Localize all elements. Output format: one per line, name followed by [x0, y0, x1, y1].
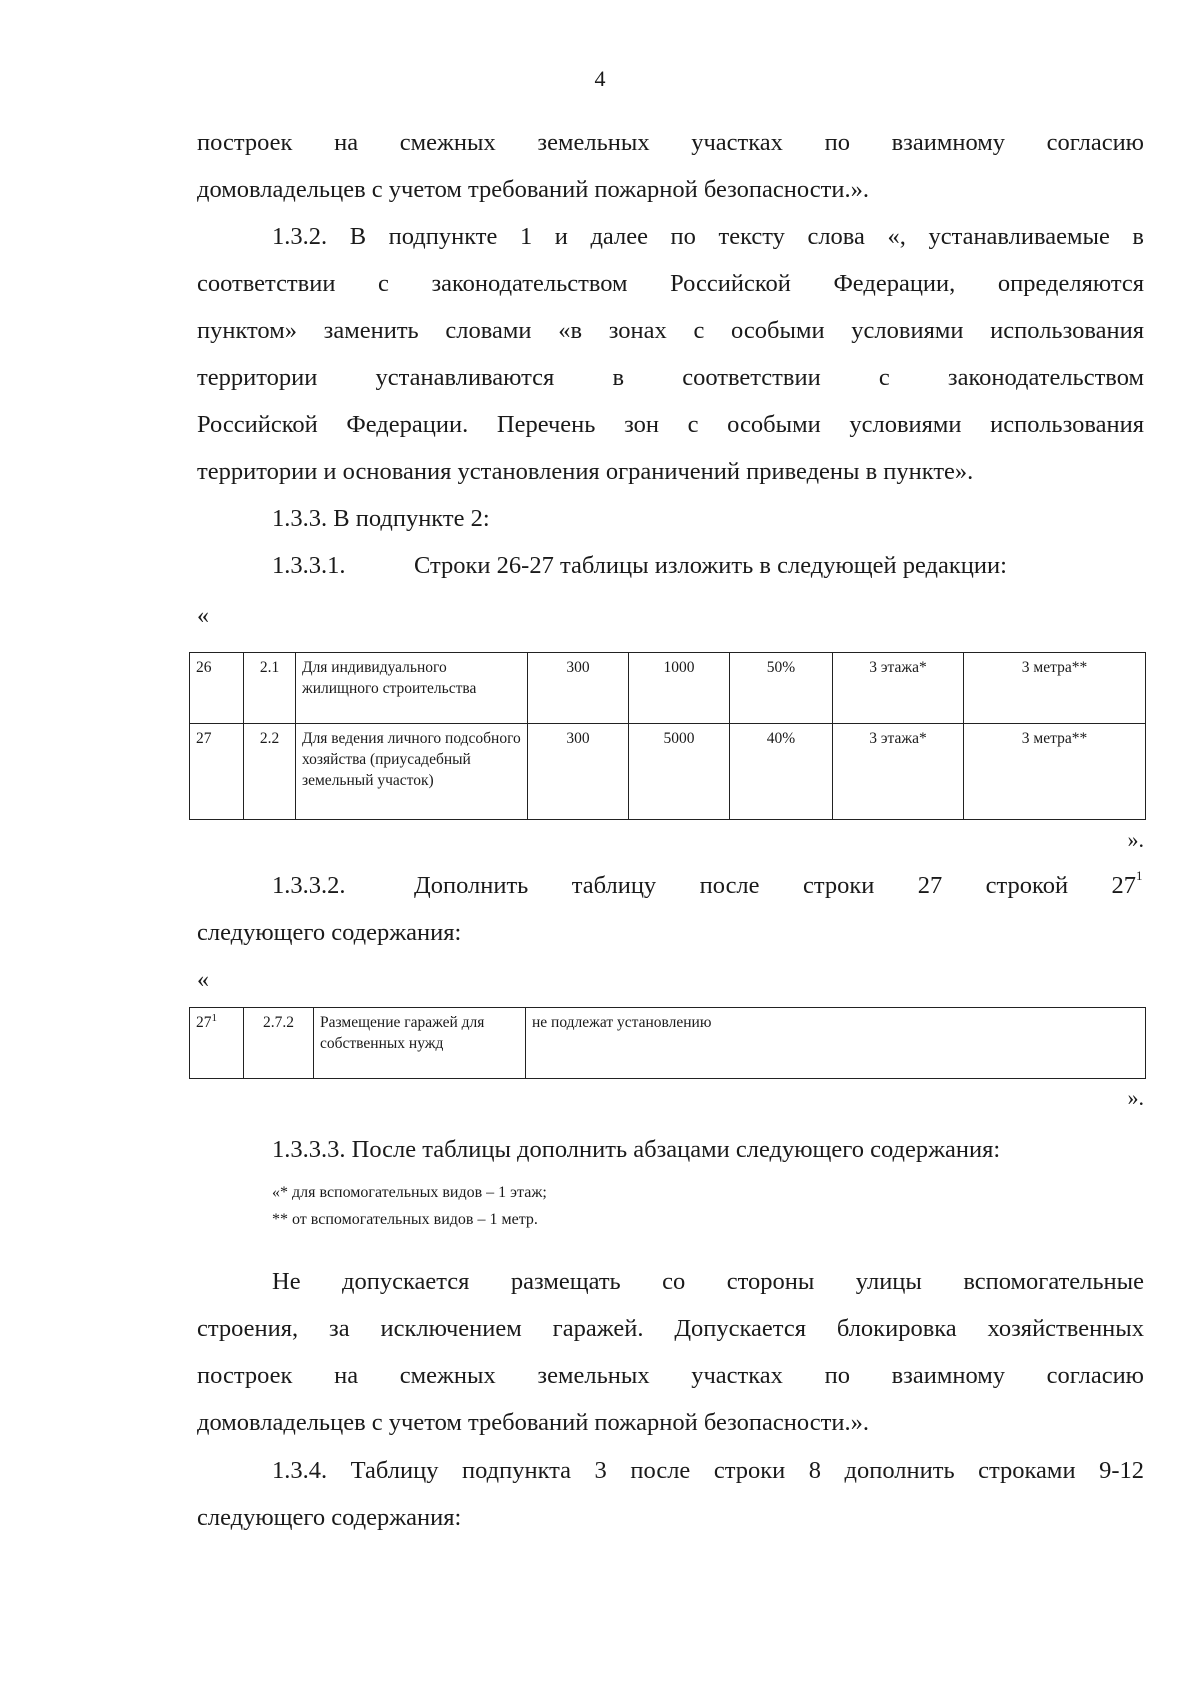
- paragraph-line: 1.3.2. В подпункте 1 и далее по тексту слова «, устанавливаемые в: [272, 223, 1144, 250]
- table-row: [190, 653, 1146, 724]
- close-quote: ».: [1127, 1085, 1144, 1110]
- open-quote: «: [197, 603, 209, 629]
- cell-code: 2.2: [244, 724, 296, 820]
- paragraph-line: домовладельцев с учетом требований пожарной безопасности.».: [197, 1409, 869, 1436]
- paragraph-line: 1.3.4. Таблицу подпункта 3 после строки 8 дополнить строками 9-12: [272, 1457, 1144, 1484]
- paragraph-line: построек на смежных земельных участках по взаимному согласию: [197, 129, 1144, 156]
- paragraph-line: следующего содержания:: [197, 1504, 462, 1531]
- cell-name: Для индивидуального жилищного строительства: [296, 653, 528, 724]
- paragraph-line: построек на смежных земельных участках по взаимному согласию: [197, 1362, 1144, 1389]
- paragraph-line: домовладельцев с учетом требований пожарной безопасности.».: [197, 176, 869, 203]
- cell-percent: 40%: [730, 724, 833, 820]
- paragraph-line: Не допускается размещать со стороны улицы вспомогательные: [272, 1268, 1144, 1295]
- item-heading: 1.3.3. В подпункте 2:: [272, 505, 490, 532]
- cell-code: 2.7.2: [244, 1008, 314, 1079]
- paragraph-line: соответствии с законодательством Российской Федерации, определяются: [197, 270, 1144, 297]
- paragraph-line: территории и основания установления ограничений приведены в пункте».: [197, 458, 974, 485]
- item-number: 1.3.3.2.: [272, 872, 346, 899]
- table-row: [190, 724, 1146, 820]
- item-number: 1.3.3.1.: [272, 552, 346, 579]
- item-heading: 1.3.3.3. После таблицы дополнить абзацами следующего содержания:: [272, 1136, 1001, 1163]
- cell-num: 26: [190, 653, 244, 724]
- page-number: 4: [594, 66, 606, 91]
- paragraph-line: Российской Федерации. Перечень зон с особыми условиями использования: [197, 411, 1144, 438]
- item-text: Дополнить таблицу после строки 27 строкой 27: [414, 872, 1136, 899]
- cell-max-area: 5000: [629, 724, 730, 820]
- paragraph-line: пунктом» заменить словами «в зонах с особыми условиями использования: [197, 317, 1144, 344]
- footnote-line: «* для вспомогательных видов – 1 этаж;: [272, 1184, 547, 1201]
- cell-setback: 3 метра**: [964, 724, 1146, 820]
- cell-percent: 50%: [730, 653, 833, 724]
- item-text: Строки 26-27 таблицы изложить в следующей редакции:: [414, 552, 1007, 579]
- cell-floors: 3 этажа*: [833, 653, 964, 724]
- superscript: 1: [1136, 868, 1143, 883]
- cell-setback: 3 метра**: [964, 653, 1146, 724]
- cell-num: 27: [190, 724, 244, 820]
- cell-max-area: 1000: [629, 653, 730, 724]
- open-quote: «: [197, 967, 209, 993]
- table-row-27-1: [189, 1007, 1146, 1079]
- close-quote: ».: [1127, 827, 1144, 852]
- cell-num: $27^1$: [190, 1008, 244, 1079]
- cell-name: Для ведения личного подсобного хозяйства (приусадебный земельный участок): [296, 724, 528, 820]
- cell-min-area: 300: [528, 653, 629, 724]
- paragraph-line: строения, за исключением гаражей. Допускается блокировка хозяйственных: [197, 1315, 1144, 1342]
- cell-name: Размещение гаражей для собственных нужд: [314, 1008, 526, 1079]
- footnote-line: ** от вспомогательных видов – 1 метр.: [272, 1211, 538, 1228]
- cell-code: 2.1: [244, 653, 296, 724]
- cell-floors: 3 этажа*: [833, 724, 964, 820]
- table-rows-26-27: [189, 652, 1146, 820]
- paragraph-line: территории устанавливаются в соответствии с законодательством: [197, 364, 1144, 391]
- table-row: [190, 1008, 1146, 1079]
- cell-min-area: 300: [528, 724, 629, 820]
- paragraph-line: следующего содержания:: [197, 919, 462, 946]
- cell-value: не подлежат установлению: [526, 1008, 1146, 1079]
